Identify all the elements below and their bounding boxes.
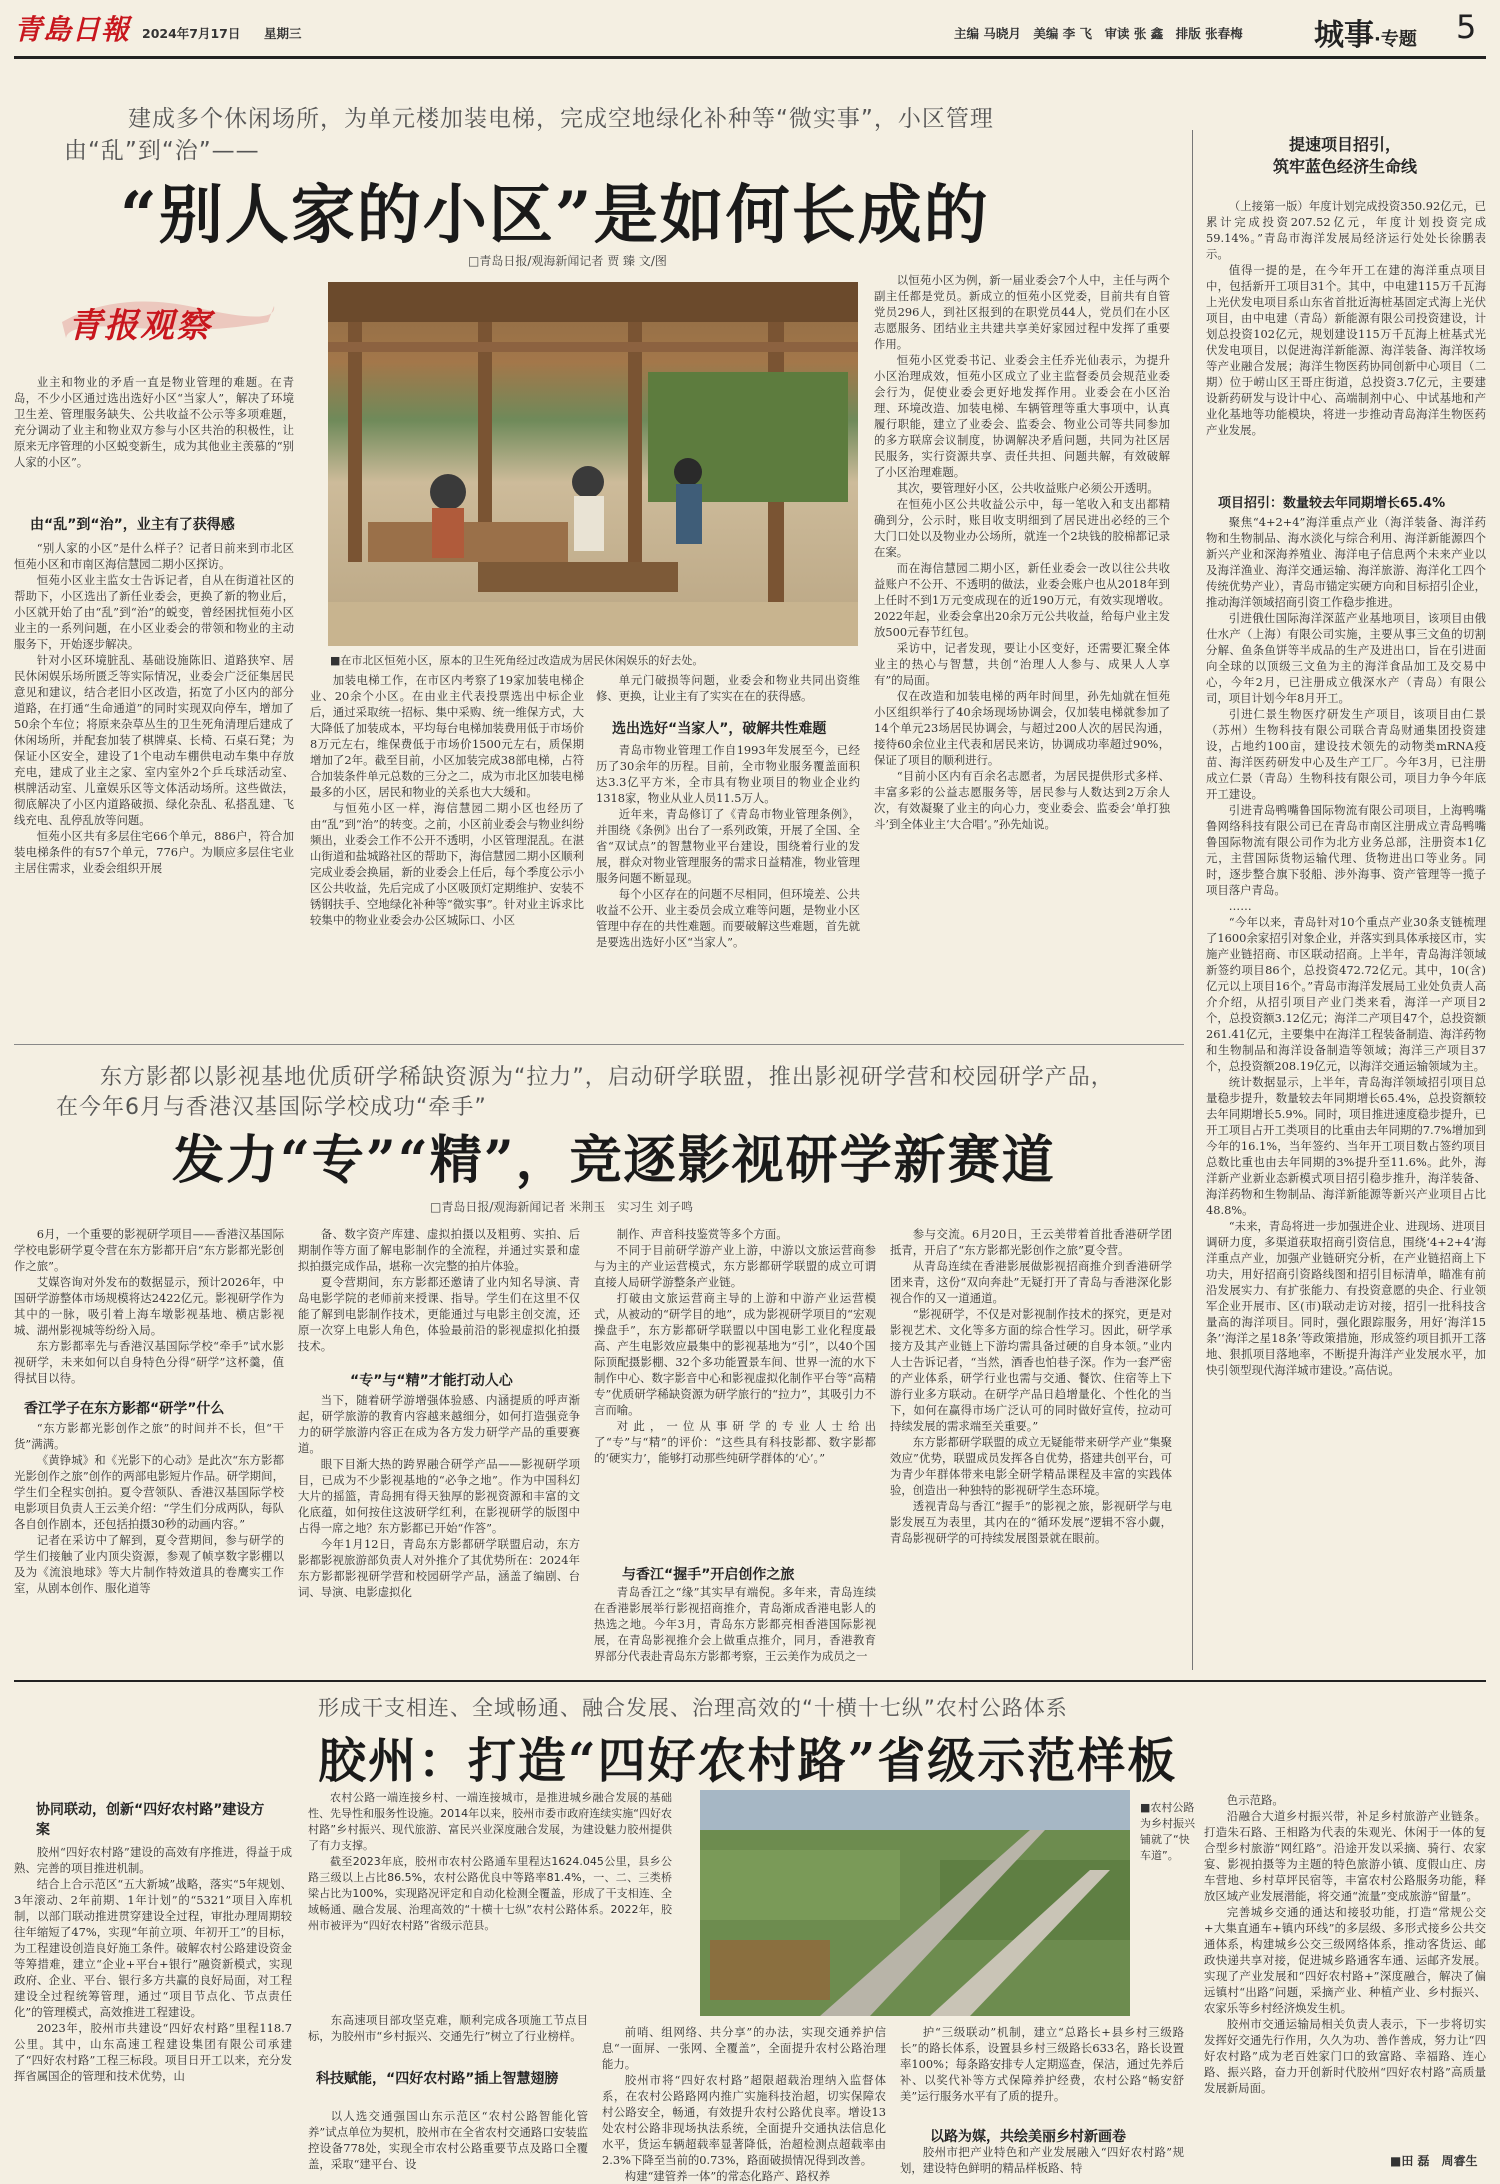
article1-subtitle-line2: 由“乱”到“治”—— bbox=[64, 138, 260, 164]
masthead bbox=[14, 8, 1486, 54]
article3-subtitle: 形成干支相连、全域畅通、融合发展、治理高效的“十横十七纵”农村公路体系 bbox=[318, 1696, 1068, 1720]
sidebar-divider bbox=[1192, 130, 1193, 1670]
article3-photo bbox=[700, 1790, 1130, 2016]
article3-photo-caption: ■农村公路为乡村振兴铺就了“快车道”。 bbox=[1140, 1801, 1195, 1862]
editor-credits: 主编 马晓月 美编 李 飞 审读 张 鑫 排版 张春梅 bbox=[954, 26, 1243, 41]
article1-col3: 单元门破损等问题，业委会和物业共同出资维修、更换，让业主有了实实在在的获得感。 bbox=[596, 673, 860, 703]
page-number: 5 bbox=[1456, 8, 1477, 46]
article3-col4b: 胶州市把产业特色和产业发展融入“四好农村路”规划，建设特色鲜明的精品样板路、特 bbox=[900, 2145, 1184, 2175]
article3-col5: 色示范路。 沿融合大道乡村振兴带，补足乡村旅游产业链条。打造朱石路、王相路为代表的朱观光、休闲于一体的复合型乡村旅游“网红路”。沿途开发以采摘、骑行、农家宴、影视拍摄等为主题的特色旅游小镇、度假山庄、房车营地、乡村草坪民宿等，丰富农村公路服务功能，释放区域产业发展潜能，将交通“流量”变成旅游“留量”。 完善城乡交通的通达和接驳功能，打造“常规公交+大集直通车+镇内环线”的多层级、多形式接乡公共交通体系，构建城乡公交三级网络体系，推动客货运、邮政快递共享对接，促进城乡路通客车通、运邮齐发展。实现了产业发展和“四好农村路+”深度融合，解决了偏远镇村“出路”问题，采摘产业、种植产业、乡村振兴、农家乐等乡村经济焕发生机。 胶州市交通运输局相关负责人表示，下一步将切实发挥好交通先行作用，久久为功、善作善成，努力让“四好农村路”成为老百姓家门口的致富路、幸福路、连心路、振兴路，奋力开创新时代胶州“四好农村路”高质量发展新局面。 bbox=[1204, 1793, 1486, 2095]
header-rule bbox=[14, 56, 1486, 59]
article2-col1: 6月，一个重要的影视研学项目——香港汉基国际学校电影研学夏令营在东方影都开启“东方影都光影创作之旅”。 艾媒咨询对外发布的数据显示，预计2026年，中国研学游整体市场规模将达2422亿元。影视研学作为其中的一脉，吸引着上海车墩影视基地、横店影视城、湖州影视城等纷纷入局。 东方影都率先与香港汉基国际学校“牵手”试水影视研学，未来如何以自身特色分得“研学”这杯羹，值得拭目以待。 bbox=[14, 1227, 284, 1385]
column-badge bbox=[58, 282, 278, 354]
article3-col1: 胶州“四好农村路”建设的高效有序推进，得益于成熟、完善的项目推进机制。 结合上合示范区“五大新城”战略，落实“5年规划、3年滚动、2年前期、1年计划”的“5321”项目入库机制，以部门联动推进贯穿建设全过程，审批办理周期较往年缩短了47%，实现“年前立项、年初开工”的目标，为工程建设创造良好施工条件。破解农村公路建设资金等筹措难，建立“企业+平台+银行”融资新模式，实现政府、企业、平台、银行多方共赢的良好局面，对工程建设全过程统筹管理，通过“项目节点化、节点责任化”的管理模式，高效推进工程建设。 2023年，胶州市共建设“四好农村路”里程118.7公里。其中，山东高速工程建设集团有限公司承建了“四好农村路”工程三标段。项目日开工以来，充分发挥省属国企的管理和技术优势，山 bbox=[14, 1845, 292, 2083]
article3-col2: 东高速项目部攻坚克难，顺利完成各项施工节点目标，为胶州市“乡村振兴、交通先行”树立了行业榜样。 bbox=[308, 2013, 588, 2043]
article3-headline: 胶州：打造“四好农村路”省级示范样板 bbox=[318, 1733, 1178, 1789]
article3-subhead-1: 协同联动，创新“四好农村路”建设方案 bbox=[36, 1802, 265, 1838]
article2-subhead-1: 香江学子在东方影都“研学”什么 bbox=[24, 1401, 225, 1417]
article1-col1: “别人家的小区”是什么样子？记者日前来到市北区恒苑小区和市南区海信慧园二期小区探访。 恒苑小区业主监女士告诉记者，自从在街道社区的帮助下，小区选出了新任业委会，更换了新的物业后，小区就开始了由“乱”到“治”的蜕变，曾经困扰恒苑小区业主的一系列问题，在小区业委会的带领和物业的主动服务下，开始逐步解决。 针对小区环境脏乱、基础设施陈旧、道路狭窄、居民休闲娱乐场所匮乏等实际情况，业委会广泛征集居民意见和建议，结合老旧小区改造，拓宽了小区内的部分道路，在打通“生命通道”的同时实现双向停车，增加了50余个车位；将原来杂草丛生的卫生死角清理后建成了休闲场所，并配套加装了棋牌桌、长椅、石桌石凳；为保证小区安全，建设了1个电动车棚供电动车集中存放充电，建成了业主之家、室内室外2个乒乓球活动室、棋牌活动室、儿童娱乐区等文体活动场所。这些做法，彻底解决了小区内道路破损、绿化杂乱、私搭乱建、飞线充电、乱停乱放等问题。 恒苑小区共有多层住宅66个单元，886户，符合加装电梯条件的有57个单元，776户。为顺应多层住宅业主居住需求，业委会组织开展 bbox=[14, 541, 294, 875]
article3-subhead-3: 以路为媒，共绘美丽乡村新画卷 bbox=[930, 2129, 1126, 2145]
article1-col2: 加装电梯工作，在市区内考察了19家加装电梯企业、20余个小区。在由业主代表投票选出中标企业后，通过采取统一招标、集中采购、统一维保方式，大大降低了加装成本，平均每台电梯加装费用低于市场价8万元左右，维保费低于市场价1500元左右，质保期增加了2年。截至目前，小区加装完成38部电梯，占符合加装条件单元总数的三分之二，成为市北区加装电梯最多的小区，居民和物业的关系也大大缓和。 与恒苑小区一样，海信慧园二期小区也经历了由“乱”到“治”的转变。之前，小区前业委会与物业纠纷频出，业委会工作不公开不透明，小区管理混乱。在湛山街道和盐城路社区的帮助下，海信慧园二期小区顺利完成业委会换届，新的业委会上任后，每个季度公示小区公共收益，先后完成了小区吸顶灯定期维护、安装不锈钢扶手、空地绿化补种等“微实事”。针对业主诉求比较集中的物业业委会办公区城际口、小区 bbox=[310, 673, 584, 927]
article3-subhead-2: 科技赋能，“四好农村路”插上智慧翅膀 bbox=[316, 2071, 559, 2087]
sidebar-col-a: （上接第一版）年度计划完成投资350.92亿元，已累计完成投资207.52亿元，年度计划投资完成59.14%。”青岛市海洋发展局经济运行处处长徐鹏表示。 值得一提的是，在今年开工在建的海洋重点项目中，包括新开工项目31个。其中，中电建115万千瓦海上光伏发电项目系山东省首批近海桩基固定式海上光伏项目，由中电建（青岛）新能源有限公司投资建设，计划总投资102亿元，规划建设115万千瓦海上桩基式光伏发电项目，以促进海洋新能源、海洋装备、海洋牧场等产业融合发展；海洋生物医药协同创新中心项目（二期）位于崂山区王哥庄街道，总投资3.7亿元，主要建设新药研发与设计中心、高端制剂中心、中试基地和产业化基地等功能模块，将进一步推动青岛海洋生物医药产业发展。 bbox=[1206, 199, 1486, 437]
article3-intro-note: 农村公路一端连接乡村、一端连接城市，是推进城乡融合发展的基础性、先导性和服务性设施。2014年以来，胶州市委市政府连续实施“四好农村路”乡村振兴、现代旅游、富民兴业深度融合发展，为建设魅力胶州提供了有力支撑。 截至2023年底，胶州市农村公路通车里程达1624.045公里，县乡公路三级以上占比86.5%，农村公路优良中等路率81.4%，一、二、三类桥梁占比为100%，实现路况评定和自动化检测全覆盖，形成了干支相连、全域畅通、融合发展、治理高效的“十横十七纵”农村公路体系。2022年，胶州市被评为“四好农村路”省级示范县。 bbox=[308, 1791, 672, 1932]
article1-lead: 业主和物业的矛盾一直是物业管理的难题。在青岛，不少小区通过选出选好小区“当家人”，解决了环境卫生差、管理服务缺失、公共收益不公示等多项难题，充分调动了业主和物业双方参与小区共治的积极性，让原来无序管理的小区蜕变新生，成为其他业主羡慕的“别人家的小区”。 bbox=[14, 375, 294, 469]
article1-subhead-1: 由“乱”到“治”，业主有了获得感 bbox=[30, 517, 235, 533]
article2-subtitle-line2: 在今年6月与香港汉基国际学校成功“牵手” bbox=[56, 1095, 487, 1120]
sidebar-subhead: 项目招引：数量较去年同期增长65.4% bbox=[1218, 496, 1446, 511]
article2-col1b: “东方影都光影创作之旅”的时间并不长，但“干货”满满。 《黄铮城》和《光影下的心动》是此次“东方影都光影创作之旅”创作的两部电影短片作品。研学期间，学生们全程实创拍。夏令营领队、香港汉基国际学校电影项目负责人王云美介绍：“学生们分成两队，每队各自创作剧本，还包括拍摄30秒的动画内容。” 记者在采访中了解到，夏令营期间，参与研学的学生们接触了业内顶尖资源，参观了帧享数字影棚以及为《流浪地球》等大片制作特效道具的卷鹰实工作室，从剧本创作、服化道等 bbox=[14, 1421, 284, 1595]
article1-subtitle-line1: 建成多个休闲场所，为单元楼加装电梯，完成空地绿化补种等“微实事”，小区管理 bbox=[128, 106, 994, 132]
rural-road-icon bbox=[700, 1790, 1130, 2016]
article2-headline: 发力“专”“精”，竞逐影视研学新赛道 bbox=[172, 1130, 1056, 1191]
issue-date: 2024年7月17日 bbox=[142, 26, 241, 41]
article1-col3b: 青岛市物业管理工作自1993年发展至今，已经历了30余年的历程。目前，全市物业服务覆盖面积达3.3亿平方米，全市具有物业项目的物业企业约1318家，物业从业人员11.5万人。 近年来，青岛修订了《青岛市物业管理条例》，并围绕《条例》出台了一系列政策，开展了全国、全省“双试点”的智慧物业平台建设，围绕着行业的发展，群众对物业管理服务的需求日益精准，物业管理服务问题不断显现。 每个小区存在的问题不尽相同，但环境差、公共收益不公开、业主委员会成立难等问题，是物业小区管理中存在的共性难题。而要破解这些难题，首先就是要选出选好小区“当家人”。 bbox=[596, 743, 860, 949]
article2-col4: 参与交流。6月20日，王云美带着首批香港研学团抵青，开启了“东方影都光影创作之旅”夏令营。 从青岛连续在香港影展做影视招商推介到香港研学团来青，这份“双向奔赴”无疑打开了青岛与香港深化影视合作的又一道通道。 “影视研学，不仅是对影视制作技术的探究，更是对影视艺术、文化等多方面的综合性学习。因此，研学承接方及其产业链上下游均需具备过硬的自身本领。”业内人士告诉记者，“当然，酒香也怕巷子深。作为一套严密的产业体系，研学行业也需与交通、餐饮、住宿等上下游行业多方联动。在研学产品日趋增量化、个性化的当下，如何在赢得市场广泛认可的同时做好宣传，拉动可持续发展的需求端至关重要。” 东方影都研学联盟的成立无疑能带来研学产业“集聚效应”优势，联盟成员发挥各自优势，搭建共创平台，可为青少年群体带来电影全研学精品课程及丰富的实践体验，创造出一种独特的影视研学生态环境。 透视青岛与香江“握手”的影视之旅，影视研学与电影发展互为表里，其内在的“循环发展”逻辑不容小觑，青岛影视研学的可持续发展图景就在眼前。 bbox=[890, 1227, 1172, 1545]
sidebar-title-line2: 筑牢蓝色经济生命线 bbox=[1272, 157, 1417, 176]
article1-col4: 以恒苑小区为例，新一届业委会7个人中，主任与两个副主任都是党员。新成立的恒苑小区党委，目前共有自管党员296人，到社区报到的在职党员44人，党员们在小区志愿服务、团结业主共建共享美好家园过程中发挥了重要作用。 恒苑小区党委书记、业委会主任乔光仙表示，为提升小区治理成效，恒苑小区成立了业主监督委员会规范业委会行为，促使业委会更好地发挥作用。业委会在小区治理、环境改造、加装电梯、车辆管理等重大事项中，认真履行职能，建立了业委会、监委会、物业公司等共同参加的多方联席会议制度，协调解决矛盾问题，共同为社区居民服务，实行资源共享、责任共担、问题共解，有效破解了小区治理难题。 其次，要管理好小区，公共收益账户必须公开透明。 在恒苑小区公共收益公示中，每一笔收入和支出都精确到分，公示时，账目收支明细到了居民进出必经的三个大门口处以及物业办公场所，就连一个2块钱的胶棉都记录在案。 而在海信慧园二期小区，新任业委会一改以往公共收益账户不公开、不透明的做法，业委会账户也从2018年到上任时不到1万元变成现在的近190万元，有效实现增收。2022年起，业委会拿出20余万元公共收益，给每户业主发放500元春节红包。 采访中，记者发现，要让小区变好，还需要汇聚全体业主的热心与智慧，共创“治理人人参与、成果人人享有”的局面。 仅在改造和加装电梯的两年时间里，孙先灿就在恒苑小区组织举行了40余场现场协调会，仅加装电梯就参加了14个单元23场居民协调会，与超过200人次的居民沟通，接待60余位业主代表和居民来访，协调成功率超过90%，保证了项目的顺利进行。 “目前小区内有百余名志愿者，为居民提供形式多样、丰富多彩的公益志愿服务等，居民参与人数达到2万余人次，有效凝聚了业主的向心力，变业委会、监委会‘单打独斗’到全体业主‘大合唱’。”孙先灿说。 bbox=[874, 273, 1170, 831]
article-divider-1 bbox=[14, 1044, 1184, 1045]
article2-col2: 备、数字资产库建、虚拟拍摄以及粗剪、实拍、后期制作等方面了解电影制作的全流程，并通过实景和虚拟拍摄完成作品，堪称一次完整的拍片体验。 夏令营期间，东方影都还邀请了业内知名导演、青岛电影学院的老师前来授课、指导。学生们在这里不仅能了解到电影制作技术，更能通过与电影主创交流，还原一次穿上电影人角色，体验最前沿的影视虚拟化拍摄技术。 bbox=[298, 1227, 580, 1353]
article1-headline: “别人家的小区”是如何长成的 bbox=[120, 178, 990, 253]
article1-subhead-2: 选出选好“当家人”，破解共性难题 bbox=[612, 721, 827, 737]
article-divider-2 bbox=[14, 1680, 1486, 1682]
sidebar-title-line1: 提速项目招引， bbox=[1288, 135, 1401, 154]
column-badge-label: 青报观察 bbox=[68, 306, 212, 346]
article2-subhead-3: 与香江“握手”开启创作之旅 bbox=[622, 1567, 795, 1583]
article1-photo-caption: ■在市北区恒苑小区，原本的卫生死角经过改造成为居民休闲娱乐的好去处。 bbox=[330, 654, 704, 667]
sidebar-title bbox=[1204, 134, 1486, 178]
article2-subtitle-line1: 东方影都以影视基地优质研学稀缺资源为“拉力”，启动研学联盟，推出影视研学营和校园研学产品， bbox=[100, 1065, 1114, 1090]
article3-col3: 前哨、组网络、共分享”的办法，实现交通养护信息“一面屏、一张网、全覆盖”，全面提升农村公路治理能力。 胶州市将“四好农村路”超限超载治理纳入监督体系，在农村公路路网内推广实施科技治超，切实保障农村公路安全，畅通，有效提升农村公路优良率。增设13处农村公路非现场执法系统，全面提升交通执法信息化水平，货运车辆超载率显著降低，治超检测点超载率由2.3%下降至当前的0.73%，路面破损情况得到改善。 构建“建管养一体”的常态化路产、路权养 bbox=[602, 2025, 886, 2183]
article3-col4: 护“三级联动”机制，建立“总路长+县乡村三级路长”的路长体系，设置县乡村三级路长633名，路长设置率100%；每条路安排专人定期巡查，保洁，通过先养后补、以奖代补等方式保障养护经费，农村公路“畅安舒美”运行服务水平有了质的提升。 bbox=[900, 2025, 1184, 2103]
issue-weekday: 星期三 bbox=[264, 26, 302, 41]
article1-byline: □青岛日报/观海新闻记者 贾 臻 文/图 bbox=[468, 254, 667, 268]
article2-col3b: 青岛香江之“缘”其实早有端倪。多年来，青岛连续在香港影展举行影视招商推介，青岛渐成香港电影人的热选之地。今年3月，青岛东方影都亮相香港国际影视展，在青岛影视推介会上做重点推介，同月，香港教育界部分代表赴青岛东方影都考察，王云美作为成员之一 bbox=[594, 1585, 876, 1663]
article2-col3: 制作、声音科技鉴赏等多个方面。 不同于目前研学游产业上游，中游以文旅运营商参与为主的产业运营模式，东方影都研学联盟的成立可谓直接人局研学游整条产业链。 打破由文旅运营商主导的上游和中游产业运营模式，从被动的“研学目的地”，成为影视研学项目的“宏观操盘手”，东方影都研学联盟以中国电影工业化程度最高、产生电影效应最集中的影视基地为“引”，以40个国际顶配摄影棚、32个多功能置景车间、世界一流的水下制作中心、数字影音中心和影视虚拟化制作平台等“高精专”优质研学稀缺资源为研学旅行的“拉力”，其吸引力不言而喻。 对此，一位从事研学的专业人士给出了“专”与“精”的评价：“这些具有科技影都、数字影都的‘硬实力’，能够打动那些纯研学群体的‘心’。” bbox=[594, 1227, 876, 1465]
article1-photo bbox=[328, 282, 858, 646]
article2-col2b: 当下，随着研学游增强体验感、内涵提质的呼声渐起，研学旅游的教育内容越来越细分，如何打造强竞争力的研学旅游内容正在成为各方发力研学产品的重要赛道。 眼下目渐大热的跨界融合研学产品——影视研学项目，已成为不少影视基地的“必争之地”。作为中国科幻大片的摇篮，青岛拥有得天独厚的影视资源和丰富的文化底蕴，如何按住这波研学红利，在影视研学的版图中占得一席之地？东方影都已开始“作答”。 今年1月12日，青岛东方影都研学联盟启动，东方影都影视旅游部负责人对外推介了其优势所在：2024年东方影都影视研学营和校园研学产品，涵盖了编剧、台词、导演、电影虚拟化 bbox=[298, 1393, 580, 1599]
article2-byline: □青岛日报/观海新闻记者 米荆玉 实习生 刘子鸣 bbox=[430, 1200, 694, 1214]
article2-subhead-2: “专”与“精”才能打动人心 bbox=[350, 1373, 513, 1389]
article3-byline: ■田 磊 周睿生 bbox=[1390, 2154, 1478, 2168]
newspaper-logo: 青島日報 bbox=[14, 13, 131, 46]
article3-col2b: 以人选交通强国山东示范区“农村公路智能化管养”试点单位为契机，胶州市在全省农村交通路口安装监控设备778处，实现全市农村公路重要节点及路口全覆盖，采取“建平台、设 bbox=[308, 2109, 588, 2171]
sidebar-col-b: 聚焦“4+2+4”海洋重点产业（海洋装备、海洋药物和生物制品、海水淡化与综合利用、海洋新能源四个新兴产业和深海养殖业、海洋电子信息两个未来产业以及海洋渔业、海洋交通运输、海洋旅游、海洋化工四个传统优势产业），青岛市锚定实硬方向和目标招引企业，推动海洋领域招商引资工作稳步推进。 引进俄仕国际海洋深蓝产业基地项目，该项目由俄仕水产（上海）有限公司实施，主要从事三文鱼的切割分解、鱼条鱼饼等半成品的生产及进出口，旨在引进面向全球的以顶级三文鱼为主的海洋食品加工及交易中心，今年2月，已注册成立俄深水产（青岛）有限公司，项目计划今年8月开工。 引进仁景生物医疗研发生产项目，该项目由仁景（苏州）生物科技有限公司联合青岛财通集团投资建设，占地约100亩，建设技术领先的动物类mRNA疫苗、海洋医药研发中心及生产工厂。今年3月，已注册成立仁景（青岛）生物科技有限公司，项目力争今年底开工建设。 引进青岛鸭嘴鲁国际物流有限公司项目，上海鸭嘴鲁网络科技有限公司已在青岛市南区注册成立青岛鸭嘴鲁国际物流有限公司作为北方业务总部，注册资本1亿元，主营国际货物运输代理、货物进出口等业务。同时，逐步整合旗下驳船、涉外海事、资产管理等一揽子项目落户青岛。 …… “今年以来，青岛针对10个重点产业30条支链梳理了1600余家招引对象企业，并落实到具体承接区市，实施产业链招商、市区联动招商。上半年，青岛海洋领域新签约项目86个，总投资472.72亿元。其中，10(含)亿元以上项目16个。”青岛市海洋发展局工业处负责人高介介绍，从招引项目产业门类来看，海洋一产项目2个，总投资额3.12亿元；海洋二产项目47个，总投资额261.41亿元，主要集中在海洋工程装备制造、海洋药物和生物制品和海洋设备制造等领域；海洋三产项目37个，总投资额208.19亿元，以海洋交通运输领域为主。 统计数据显示，上半年，青岛海洋领域招引项目总量稳步提升，数量较去年同期增长65.4%，总投资额较去年同期增长5.9%。同时，项目推进速度稳步提升，已开工项目占开工类项目的比重由去年同期的7.7%增加到今年的16.1%，当年签约、当年开工项目数占签约项目总数比重也由去年同期的3%提升至11.6%。此外，海洋新产业新业态新模式项目招引稳步推升，海洋装备、海洋药物和生物制品、海洋新能源等新兴产业项目占比48.8%。 “未来，青岛将进一步加强进企业、进现场、进项目调研力度，多渠道获取招商引资信息，围绕‘4+2+4’海洋重点产业，加强产业链研究分析，在产业链招商上下功夫，用好招商引资路线图和招引目标清单，瞄准有前沿发展实力、有扩张能力、有投资意愿的央企、行业领军企业开展市、区(市)联动走访对接，招引一批科技含量高的海洋项目。同时，强化跟踪服务，用好‘海洋15条’‘海洋之星18条’等政策措施，形成签约项目抓开工落地、狠抓项目落地率，不断提升海洋产业发展水平，加快引领型现代海洋城市建设。”高佶说。 bbox=[1206, 515, 1486, 1377]
pavilion-scene-icon bbox=[328, 282, 858, 646]
section-name: 城事·专题 bbox=[1314, 18, 1417, 53]
